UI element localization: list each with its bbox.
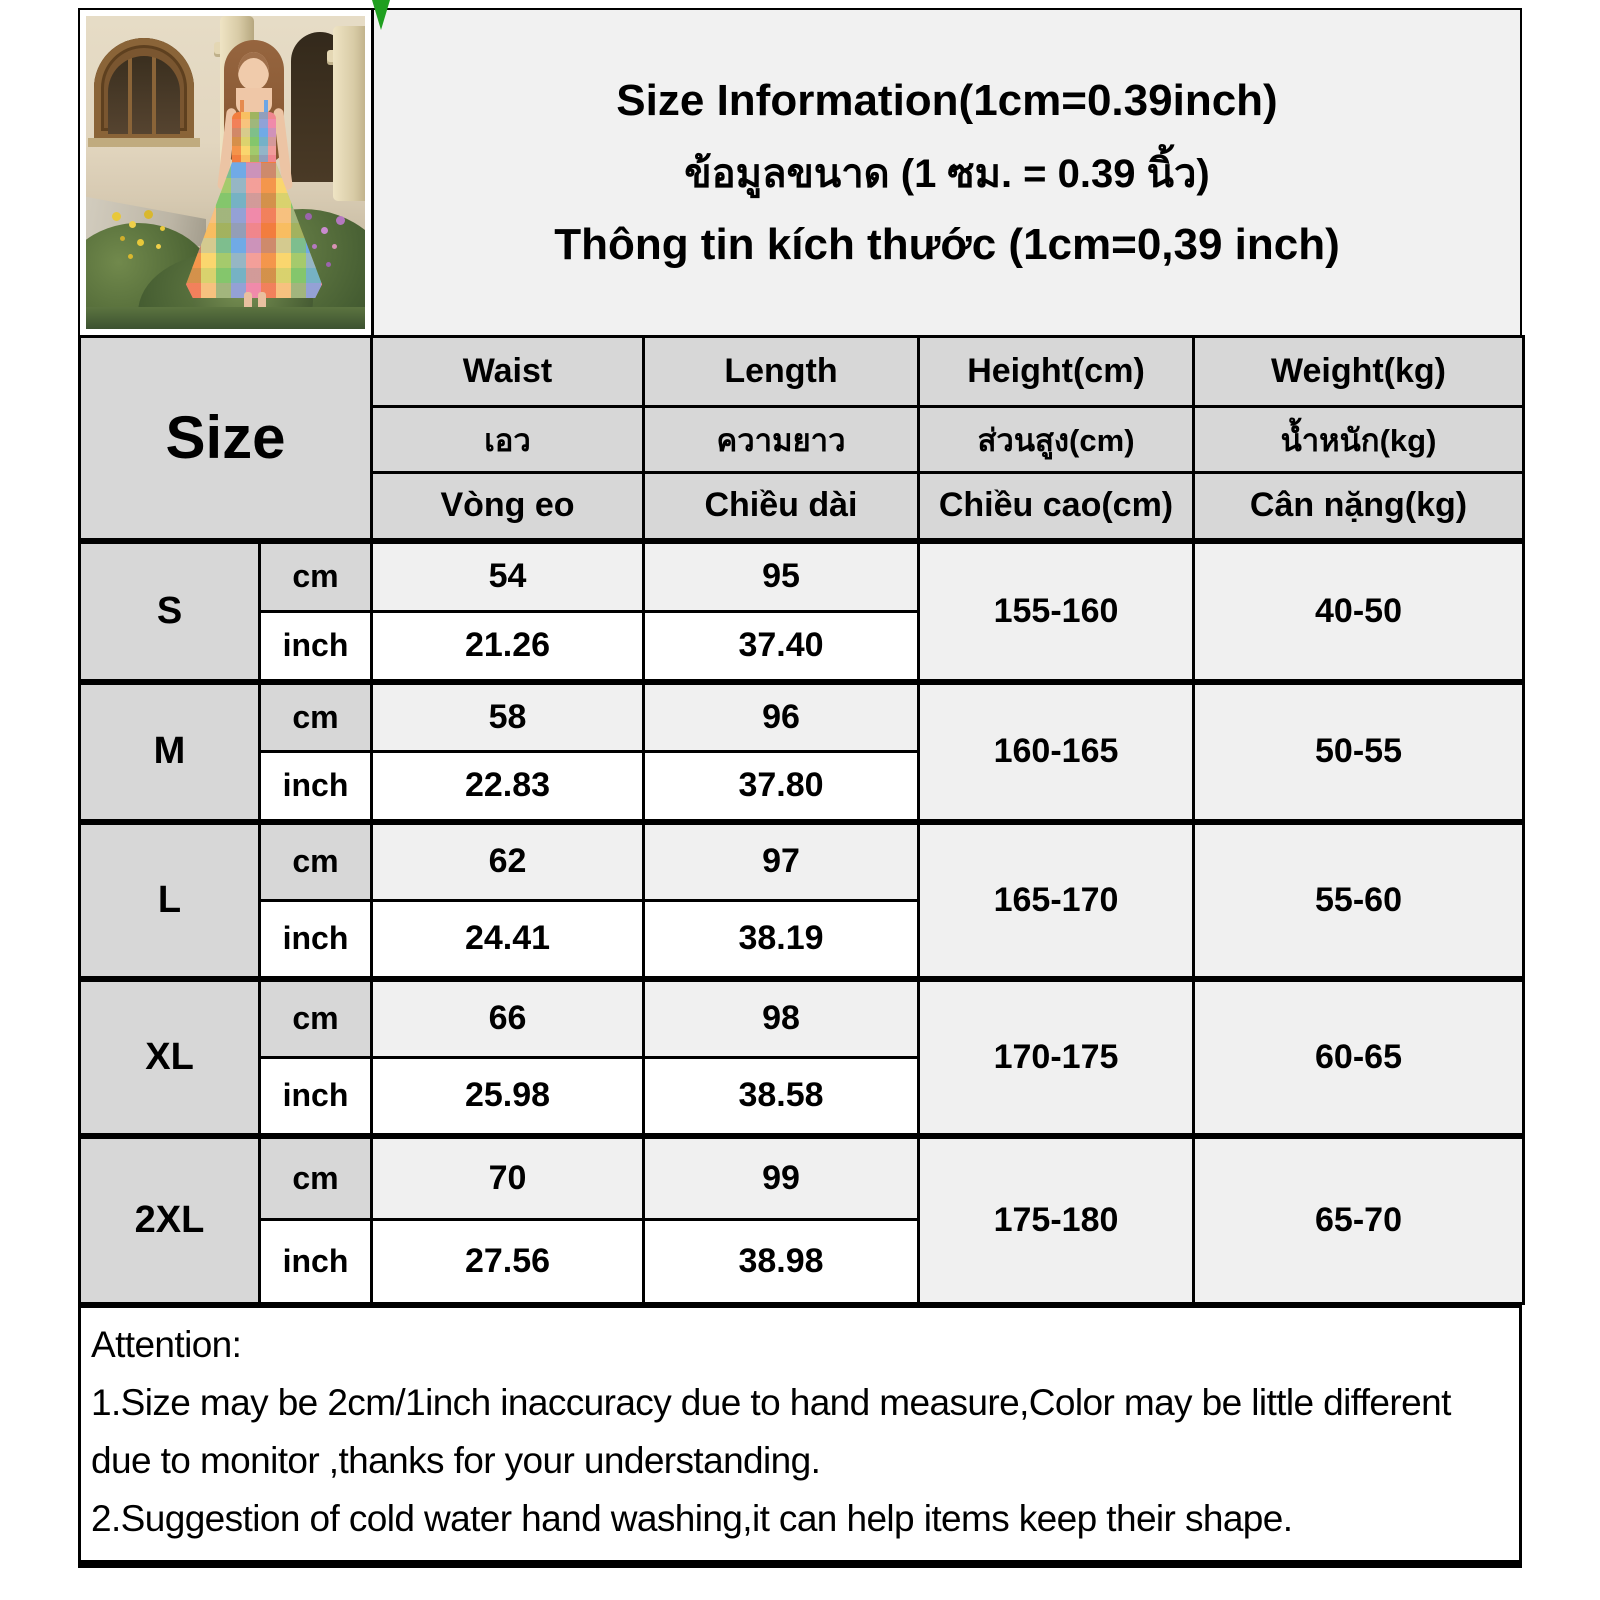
length-cm-value: 98 — [644, 979, 919, 1058]
page-title-th: ข้อมูลขนาด (1 ซม. = 0.39 นิ้ว) — [684, 151, 1210, 196]
size-header-cell: Size — [80, 337, 372, 541]
waist-cm-value: 62 — [372, 822, 644, 901]
size-table — [78, 335, 1525, 1305]
row-m-cm — [80, 682, 1524, 752]
col-header-length-th: ความยาว — [644, 407, 919, 473]
yellow-flowers — [112, 212, 121, 221]
row-s-cm — [80, 541, 1524, 612]
length-inch-value: 37.40 — [644, 612, 919, 682]
waist-inch-value: 21.26 — [372, 612, 644, 682]
length-cm-value: 95 — [644, 541, 919, 612]
length-cm-value: 97 — [644, 822, 919, 901]
attention-heading: Attention: — [91, 1324, 242, 1365]
col-header-height-th: ส่วนสูง(cm) — [919, 407, 1194, 473]
length-inch-value: 38.98 — [644, 1220, 919, 1304]
product-photo — [86, 16, 365, 329]
title-block — [374, 10, 1520, 335]
size-label: S — [80, 541, 260, 682]
height-range: 175-180 — [919, 1136, 1194, 1304]
weight-range: 65-70 — [1194, 1136, 1524, 1304]
weight-range: 55-60 — [1194, 822, 1524, 979]
height-range: 155-160 — [919, 541, 1194, 682]
height-range: 165-170 — [919, 822, 1194, 979]
unit-label-inch: inch — [260, 901, 372, 979]
row-xl-cm — [80, 979, 1524, 1058]
size-chart-sheet — [78, 8, 1522, 1568]
attention-notes — [78, 1305, 1522, 1568]
unit-label-inch: inch — [260, 1220, 372, 1304]
height-range: 170-175 — [919, 979, 1194, 1136]
porch-column — [333, 26, 365, 201]
size-label: 2XL — [80, 1136, 260, 1304]
col-header-waist-en: Waist — [372, 337, 644, 407]
length-cm-value: 96 — [644, 682, 919, 752]
length-inch-value: 38.19 — [644, 901, 919, 979]
attention-note-2: 2.Suggestion of cold water hand washing,it can help items keep their shape. — [91, 1498, 1293, 1540]
col-header-waist-th: เอว — [372, 407, 644, 473]
unit-label-cm: cm — [260, 979, 372, 1058]
unit-label-inch: inch — [260, 612, 372, 682]
length-inch-value: 38.58 — [644, 1058, 919, 1136]
waist-inch-value: 22.83 — [372, 752, 644, 822]
row-2xl-cm — [80, 1136, 1524, 1220]
col-header-weight-vi: Cân nặng(kg) — [1194, 473, 1524, 541]
model-face — [238, 52, 269, 90]
waist-cm-value: 66 — [372, 979, 644, 1058]
col-header-weight-th: น้ำหนัก(kg) — [1194, 407, 1524, 473]
waist-cm-value: 58 — [372, 682, 644, 752]
page-title-vi: Thông tin kích thước (1cm=0,39 inch) — [554, 219, 1340, 269]
header-row-en — [80, 337, 1524, 407]
window-sill — [88, 138, 200, 147]
col-header-weight-en: Weight(kg) — [1194, 337, 1524, 407]
unit-label-inch: inch — [260, 1058, 372, 1136]
size-label: M — [80, 682, 260, 822]
weight-range: 50-55 — [1194, 682, 1524, 822]
waist-inch-value: 24.41 — [372, 901, 644, 979]
unit-label-cm: cm — [260, 1136, 372, 1220]
weight-range: 40-50 — [1194, 541, 1524, 682]
col-header-length-en: Length — [644, 337, 919, 407]
green-corner-flag-icon — [372, 0, 390, 30]
waist-cm-value: 54 — [372, 541, 644, 612]
col-header-height-vi: Chiều cao(cm) — [919, 473, 1194, 541]
page-title-en: Size Information(1cm=0.39inch) — [616, 75, 1278, 125]
col-header-waist-vi: Vòng eo — [372, 473, 644, 541]
purple-flowers — [336, 216, 345, 225]
window-panes — [108, 56, 180, 134]
col-header-height-en: Height(cm) — [919, 337, 1194, 407]
waist-inch-value: 27.56 — [372, 1220, 644, 1304]
unit-label-cm: cm — [260, 682, 372, 752]
plaid-dress-bodice — [232, 112, 276, 164]
product-photo-cell — [80, 10, 374, 335]
length-inch-value: 37.80 — [644, 752, 919, 822]
unit-label-cm: cm — [260, 541, 372, 612]
size-label: XL — [80, 979, 260, 1136]
weight-range: 60-65 — [1194, 979, 1524, 1136]
col-header-length-vi: Chiều dài — [644, 473, 919, 541]
grass — [86, 307, 365, 329]
row-l-cm — [80, 822, 1524, 901]
waist-inch-value: 25.98 — [372, 1058, 644, 1136]
height-range: 160-165 — [919, 682, 1194, 822]
attention-note-1: 1.Size may be 2cm/1inch inaccuracy due to hand measure,Color may be little different due to monitor ,thanks for your understanding. — [91, 1382, 1451, 1482]
unit-label-cm: cm — [260, 822, 372, 901]
waist-cm-value: 70 — [372, 1136, 644, 1220]
size-label: L — [80, 822, 260, 979]
length-cm-value: 99 — [644, 1136, 919, 1220]
top-row — [78, 8, 1522, 335]
unit-label-inch: inch — [260, 752, 372, 822]
